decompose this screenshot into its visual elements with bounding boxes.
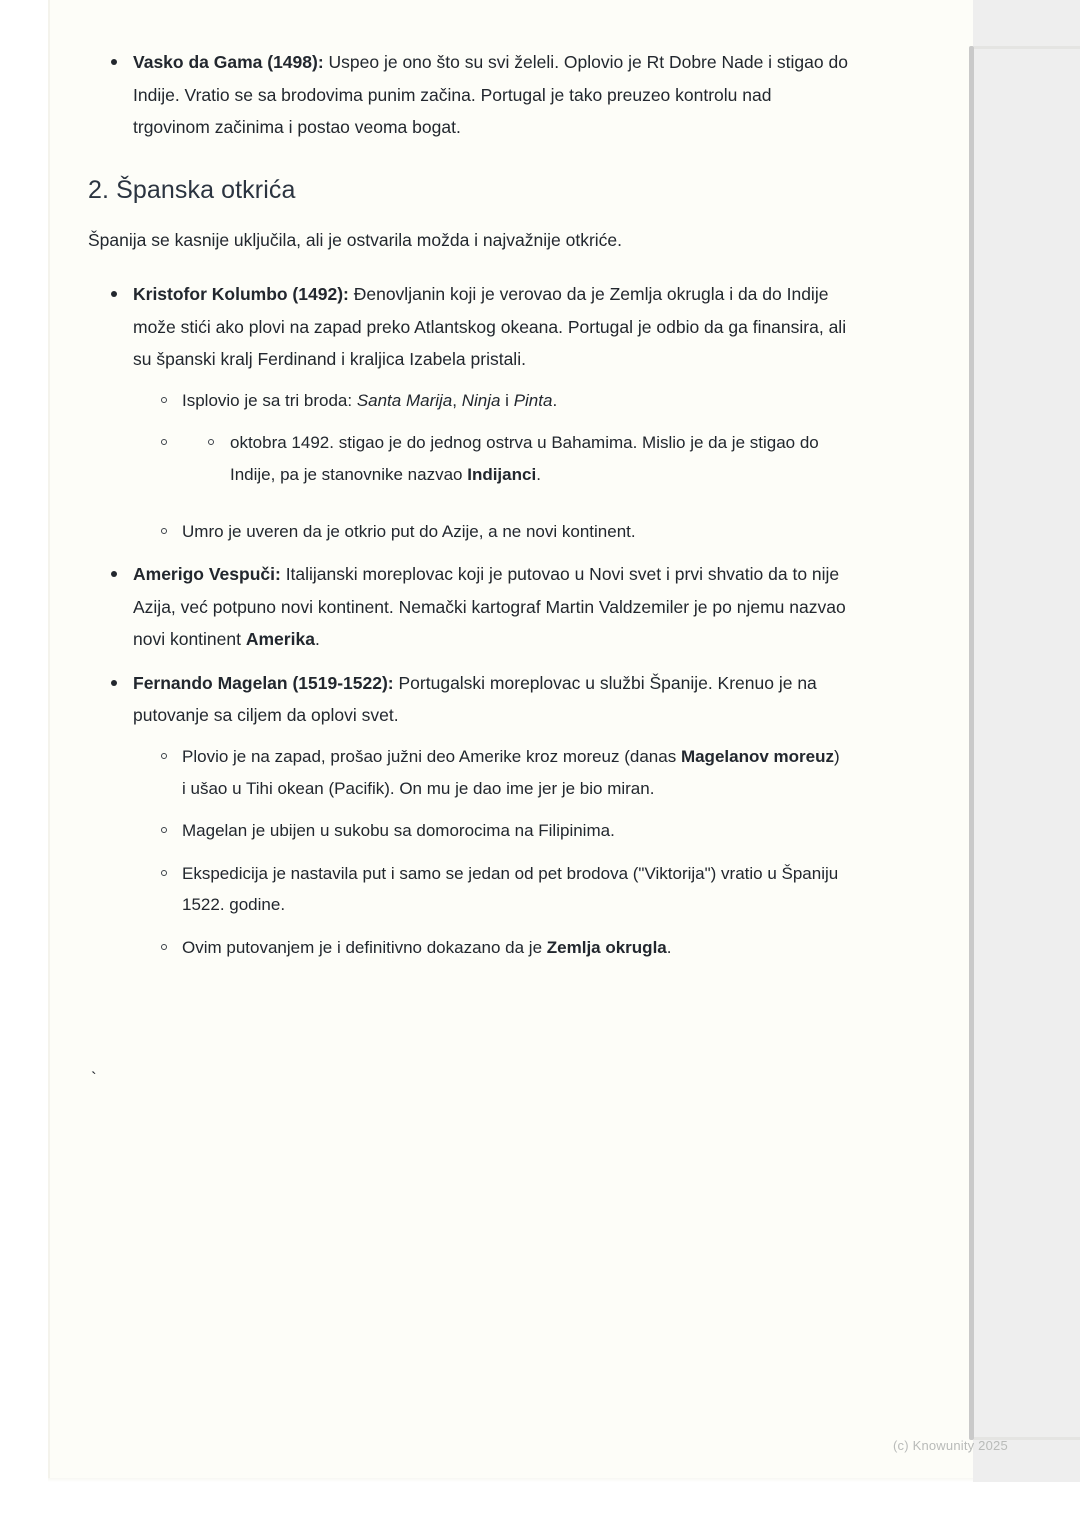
vespuci-bold-amerika: Amerika bbox=[245, 629, 315, 650]
ships-suffix: . bbox=[552, 390, 558, 410]
watermark-knowunity: (c) Knowunity 2025 bbox=[893, 1438, 1008, 1453]
vespuci-text-part-2: . bbox=[314, 629, 320, 650]
moreuz-text-part-2: ) i ušao u Tihi okean (Pacifik). On mu je dao ime jer je bio miran. bbox=[182, 746, 840, 798]
bahamas-text-part-2: . bbox=[536, 465, 541, 484]
sublist-item-zemlja-okrugla bbox=[150, 932, 848, 964]
sublist-item-empty-shell bbox=[150, 427, 848, 490]
gutter-top-cap bbox=[974, 46, 1080, 49]
ekspedicija-text: Ekspedicija je nastavila put i samo se jedan od pet brodova ("Viktorija") vratio u Španiju 1522. godine. bbox=[182, 863, 839, 915]
document-content bbox=[88, 46, 848, 975]
bahamas-bold-indijanci: Indijanci bbox=[467, 465, 537, 484]
magelan-label: Fernando Magelan (1519-1522): bbox=[133, 672, 394, 693]
portuguese-discoveries-list bbox=[88, 46, 848, 144]
sublist-spacer bbox=[133, 502, 848, 516]
spanish-discoveries-list bbox=[88, 278, 848, 963]
page-bottom-edge bbox=[48, 1478, 980, 1482]
list-item-vasko-da-gama bbox=[100, 46, 848, 144]
magelan-text: Portugalski moreplovac u službi Španije. Krenuo je na putovanje sa ciljem da oplovi svet. bbox=[133, 672, 817, 726]
moreuz-text-part-1: Plovio je na zapad, prošao južni deo Amerike kroz moreuz (danas bbox=[182, 746, 681, 766]
ships-separator-2: i bbox=[500, 390, 514, 410]
ships-prefix: Isplovio je sa tri broda: bbox=[182, 390, 357, 410]
ship-name-pinta: Pinta bbox=[513, 390, 553, 410]
sublist-item-ubijen bbox=[150, 815, 848, 847]
magelan-sublist bbox=[133, 741, 848, 964]
list-item-fernando-magelan bbox=[100, 667, 848, 964]
ship-name-santa-marija: Santa Marija bbox=[356, 390, 453, 410]
dokaz-bold-zemlja-okrugla: Zemlja okrugla bbox=[546, 938, 667, 957]
dokaz-text-part-2: . bbox=[666, 938, 672, 957]
nested-item-bahamas bbox=[197, 427, 848, 490]
sublist-item-ships bbox=[150, 385, 848, 417]
vasko-da-gama-label: Vasko da Gama (1498): bbox=[133, 52, 324, 72]
azija-text: Umro je uveren da je otkrio put do Azije, a ne novi kontinent. bbox=[182, 521, 636, 541]
vasko-da-gama-text: Uspeo je ono što su svi želeli. Oplovio je Rt Dobre Nade i stigao do Indije. Vratio se sa brodovima punim začina. Portugal je tako preuzeo kontrolu nad trgovinom začinima i postao veoma bogat. bbox=[133, 52, 848, 138]
sublist-item-moreuz bbox=[150, 741, 848, 804]
section-heading-spanish-discoveries: 2. Španska otkrića bbox=[88, 175, 296, 204]
dokaz-text-part-1: Ovim putovanjem je i definitivno dokazano da je bbox=[182, 938, 547, 957]
moreuz-bold-magelanov-moreuz: Magelanov moreuz bbox=[680, 746, 834, 766]
kolumbo-sublist bbox=[133, 385, 848, 547]
ubijen-text: Magelan je ubijen u sukobu sa domorocima na Filipinima. bbox=[182, 821, 615, 841]
scroll-gutter bbox=[973, 0, 1080, 1482]
page-left-edge bbox=[48, 0, 50, 1482]
sublist-item-ekspedicija bbox=[150, 858, 848, 921]
vespuci-text-part-1: Italijanski moreplovac koji je putovao u Novi svet i prvi shvatio da to nije Azija, već potpuno novi kontinent. Nemački kartograf Martin Valdzemiler je po njemu nazvao novi kontinent bbox=[133, 564, 846, 650]
list-item-amerigo-vespuci bbox=[100, 558, 848, 656]
vespuci-label: Amerigo Vespuči: bbox=[133, 564, 281, 585]
bahamas-text-part-1: oktobra 1492. stigao je do jednog ostrva u Bahamima. Mislio je da je stigao do Indije, pa je stanovnike nazvao bbox=[230, 433, 819, 484]
sublist-item-azija bbox=[150, 516, 848, 548]
kolumbo-nested-sublist bbox=[150, 427, 848, 490]
kolumbo-label: Kristofor Kolumbo (1492): bbox=[133, 284, 349, 305]
list-item-kristofor-kolumbo bbox=[100, 278, 848, 547]
section-intro-paragraph: Španija se kasnije uključila, ali je ostvarila možda i najvažnije otkriće. bbox=[88, 230, 623, 251]
vertical-scrollbar[interactable] bbox=[969, 46, 974, 1440]
ships-separator-1: , bbox=[452, 390, 462, 410]
kolumbo-text: Đenovljanin koji je verovao da je Zemlja okrugla i da do Indije može stići ako plovi na zapad preko Atlantskog okeana. Portugal je odbio da ga finansira, ali su španski kralj Ferdinand i kraljica Izabela pristali. bbox=[133, 284, 847, 370]
ship-name-ninja: Ninja bbox=[461, 390, 501, 410]
stray-backtick-character: ` bbox=[91, 1069, 97, 1088]
